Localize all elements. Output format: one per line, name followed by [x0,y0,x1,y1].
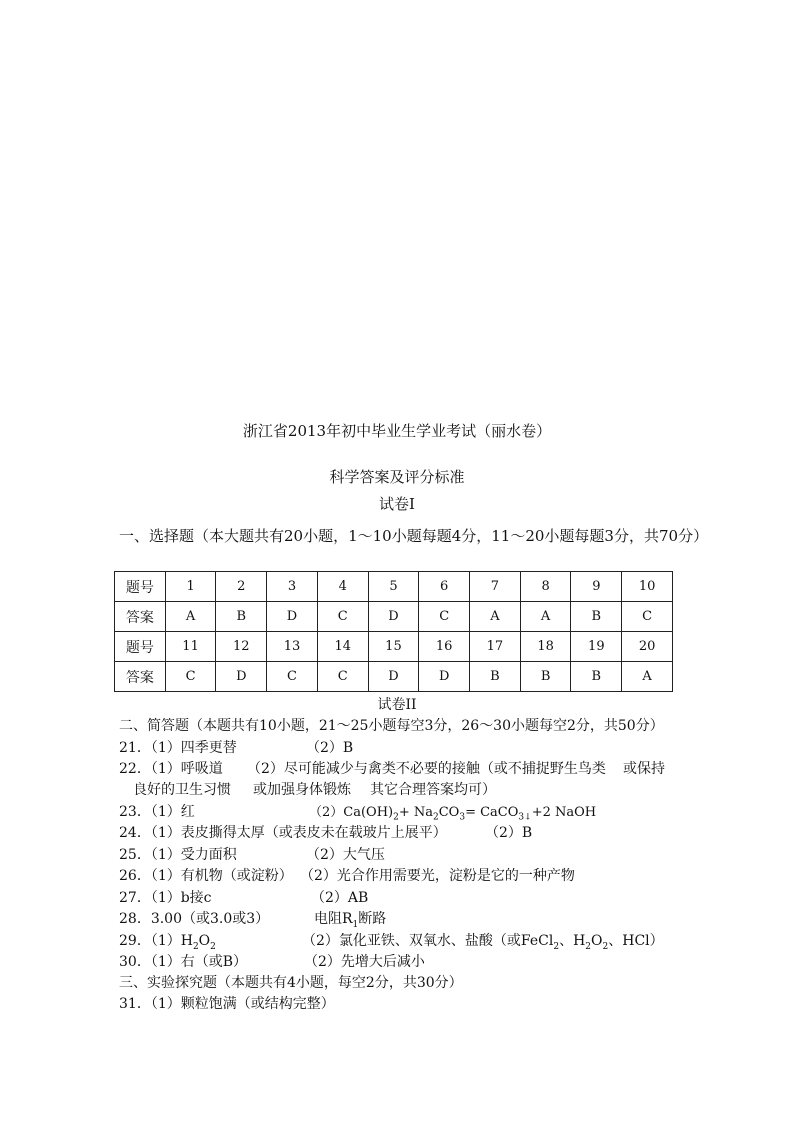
table-cell: 6 [419,572,470,602]
answer-29-part2: （2）氯化亚铁、双氧水、盐酸（或FeCl$_2$、$H_2O_2$、HCl） [302,933,664,952]
answer-22-part4: 良好的卫生习惯 [133,782,231,798]
answer-26-part2: （2）光合作用需要光，淀粉是它的一种产物 [300,868,575,884]
table-cell: 12 [216,632,267,662]
table-cell: A [470,602,521,632]
paper2-heading: 试卷II [377,697,417,713]
table-row [115,632,673,662]
answer-24-part1: 24．（1）表皮撕得太厚（或表皮未在载玻片上展平） [119,825,447,841]
answer-23-equation: $(2)Ca(OH)_2+ Na_2CO_3=$ CaCO$_{3↓}$+2 NaOH [309,805,597,823]
answer-31-part1: 31．（1）颗粒饱满（或结构完整） [119,996,335,1012]
section2-heading: 二、简答题（本题共有10小题，21～25小题每空3分，26～30小题每空2分，共50分） [119,718,664,734]
section1-heading: 一、选择题（本大题共有20小题，1～10小题每题4分，11～20小题每题3分，共70分） [119,527,709,545]
table-cell: A [520,602,571,632]
table-cell: A [622,662,673,692]
table-cell: D [368,662,419,692]
table-cell: 20 [622,632,673,662]
table-cell: 4 [317,572,368,602]
table-cell: 3 [267,572,318,602]
table-cell: 8 [520,572,571,602]
page-subtitle: 科学答案及评分标准 [329,468,465,486]
table-row [115,662,673,692]
answer-25-part1: 25．（1）受力面积 [119,847,237,863]
table-cell: D [368,602,419,632]
answer-26-part1: 26．（1）有机物（或淀粉） [119,868,293,884]
row-label: 题号 [115,572,166,602]
answer-23-part1: 23．（1）红 [119,804,195,820]
page-title: 浙江省2013年初中毕业生学业考试（丽水卷） [242,422,552,440]
answer-22-part2: （2）尽可能减少与禽类不必要的接触（或不捕捉野生鸟类 [247,761,606,777]
table-cell: 16 [419,632,470,662]
answer-21-part2: （2）B [306,740,354,756]
table-cell: 14 [317,632,368,662]
row-label: 答案 [115,662,166,692]
section3-heading: 三、实验探究题（本题共有4小题，每空2分，共30分） [119,975,463,991]
table-cell: 19 [571,632,622,662]
paper1-heading: 试卷I [379,495,415,513]
answer-30-part2: （2）先增大后减小 [304,954,425,970]
answer-22-part1: 22．（1）呼吸道 [119,761,223,777]
table-cell: 11 [165,632,216,662]
answer-24-part2: （2）B [485,825,533,841]
row-label: 题号 [115,632,166,662]
answer-28-part1: 28．3.00（或3.0或3） [119,911,270,927]
answer-table [114,571,673,692]
table-cell: D [216,662,267,692]
table-cell: 1 [165,572,216,602]
answer-30-part1: 30．（1）右（或B） [119,954,248,970]
answer-28-part2: 电阻$R_1$断路 [314,911,387,930]
table-row [115,572,673,602]
table-cell: C [317,602,368,632]
table-cell: 5 [368,572,419,602]
table-cell: C [317,662,368,692]
answer-25-part2: （2）大气压 [306,847,385,863]
table-cell: B [216,602,267,632]
table-cell: C [419,602,470,632]
table-cell: B [571,662,622,692]
table-cell: A [165,602,216,632]
answer-22-part3: 或保持 [623,761,665,777]
table-cell: B [470,662,521,692]
table-cell: 13 [267,632,318,662]
table-cell: C [622,602,673,632]
table-cell: C [165,662,216,692]
table-cell: B [520,662,571,692]
table-cell: B [571,602,622,632]
answer-27-part2: （2）AB [311,890,369,906]
answer-22-part6: 其它合理答案均可） [370,782,496,798]
table-cell: 9 [571,572,622,602]
table-cell: 7 [470,572,521,602]
table-row [115,602,673,632]
answer-29-part1: 29．$(1)H_2O_2$ [119,933,216,952]
answer-21-part1: 21．（1）四季更替 [119,740,237,756]
table-cell: 18 [520,632,571,662]
answer-22-part5: 或加强身体锻炼 [253,782,351,798]
table-cell: D [419,662,470,692]
table-cell: D [267,602,318,632]
table-cell: 2 [216,572,267,602]
table-cell: 10 [622,572,673,602]
table-cell: 17 [470,632,521,662]
answer-27-part1: 27．（1）b接c [119,890,212,906]
table-cell: 15 [368,632,419,662]
row-label: 答案 [115,602,166,632]
table-cell: C [267,662,318,692]
